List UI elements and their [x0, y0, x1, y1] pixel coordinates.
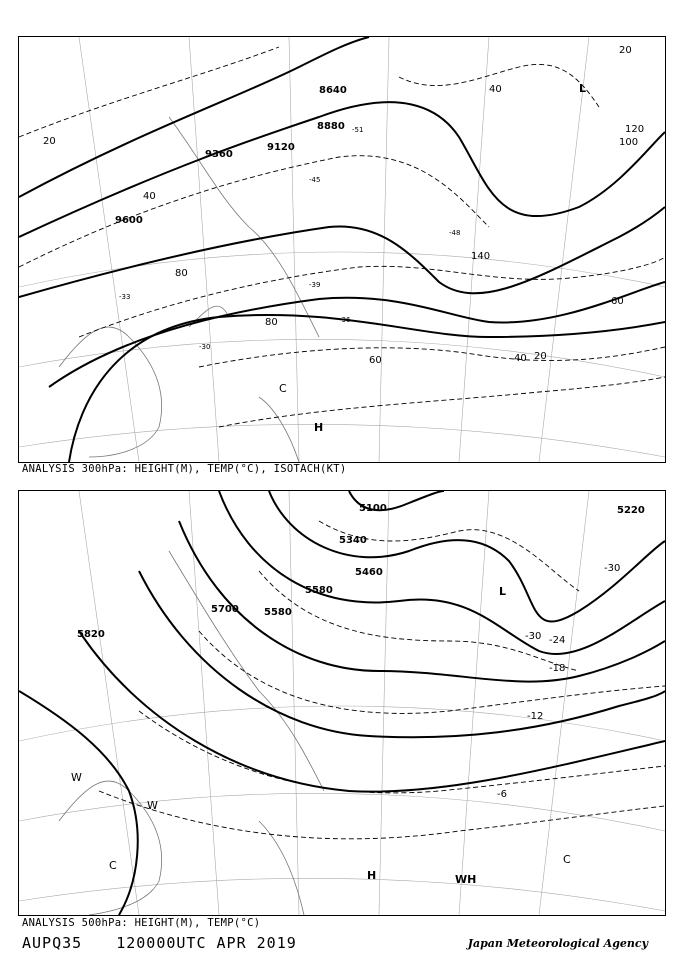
caption-500hpa: ANALYSIS 500hPa: HEIGHT(M), TEMP(°C): [22, 917, 261, 929]
temp-label: -36: [339, 316, 351, 324]
isotach-label: 20: [43, 136, 56, 147]
graticule: [19, 37, 665, 462]
temp-label: -24: [549, 635, 566, 646]
isotach-label: 20: [619, 45, 632, 56]
map-500hpa-canvas: [19, 491, 665, 915]
temp-label: -33: [119, 293, 131, 301]
cold-marker: C: [563, 853, 571, 866]
isotach-label: 20: [534, 351, 547, 362]
warm-marker: W: [71, 771, 82, 784]
temp-label: -30: [604, 563, 621, 574]
high-pressure-marker: H: [314, 421, 324, 434]
height-label: 5580: [305, 585, 333, 596]
caption-300hpa: ANALYSIS 300hPa: HEIGHT(M), TEMP(°C), ISOTACH(KT): [22, 463, 347, 475]
coastlines: [59, 117, 319, 462]
low-pressure-marker: L: [499, 585, 507, 598]
height-label: 5820: [77, 629, 105, 640]
height-label: 5580: [264, 607, 292, 618]
height-label: 8880: [317, 121, 345, 132]
height-label: 5460: [355, 567, 383, 578]
isotach-label: 100: [619, 137, 639, 148]
isotach-label: 140: [471, 251, 491, 262]
height-contours: [19, 491, 665, 915]
isotach-label: 40: [514, 353, 527, 364]
temp-label: -18: [549, 663, 566, 674]
isotach-label: 60: [369, 355, 382, 366]
temp-label: -30: [525, 631, 542, 642]
cold-marker: C: [279, 382, 287, 395]
temp-label: -12: [527, 711, 544, 722]
low-pressure-marker: L: [579, 82, 587, 95]
height-contours: [19, 37, 665, 462]
chart-id: AUPQ35: [22, 934, 83, 952]
map-300hpa: [18, 36, 666, 463]
agency-name: Japan Meteorological Agency: [467, 937, 648, 950]
temp-label: -45: [309, 176, 321, 184]
height-label: 9600: [115, 215, 143, 226]
valid-time: 120000UTC APR 2019: [116, 934, 297, 952]
isotach-temp-contours: [19, 47, 665, 427]
height-label: 5340: [339, 535, 367, 546]
height-label: 9120: [267, 142, 295, 153]
cold-marker: C: [109, 859, 117, 872]
temp-label: -48: [449, 229, 461, 237]
temp-label: -51: [352, 126, 364, 134]
isotach-label: 120: [625, 124, 645, 135]
coastlines: [59, 551, 324, 915]
isotach-label: 60: [611, 296, 624, 307]
warm-marker: W: [147, 799, 158, 812]
isotach-label: 40: [489, 84, 502, 95]
isotach-label: 80: [175, 268, 188, 279]
map-500hpa: [18, 490, 666, 916]
height-label: 5220: [617, 505, 645, 516]
isotach-label: 80: [265, 317, 278, 328]
map-300hpa-canvas: [19, 37, 665, 462]
chart-footer: [22, 934, 321, 952]
temp-label: -39: [309, 281, 321, 289]
height-label: 9360: [205, 149, 233, 160]
height-label: 8640: [319, 85, 347, 96]
isotach-label: 40: [143, 191, 156, 202]
high-pressure-marker: H: [367, 869, 377, 882]
high-pressure-marker: WH: [455, 873, 477, 886]
height-label: 5100: [359, 503, 387, 514]
temp-label: -30: [199, 343, 211, 351]
height-label: 5700: [211, 604, 239, 615]
temp-label: -6: [497, 789, 507, 800]
